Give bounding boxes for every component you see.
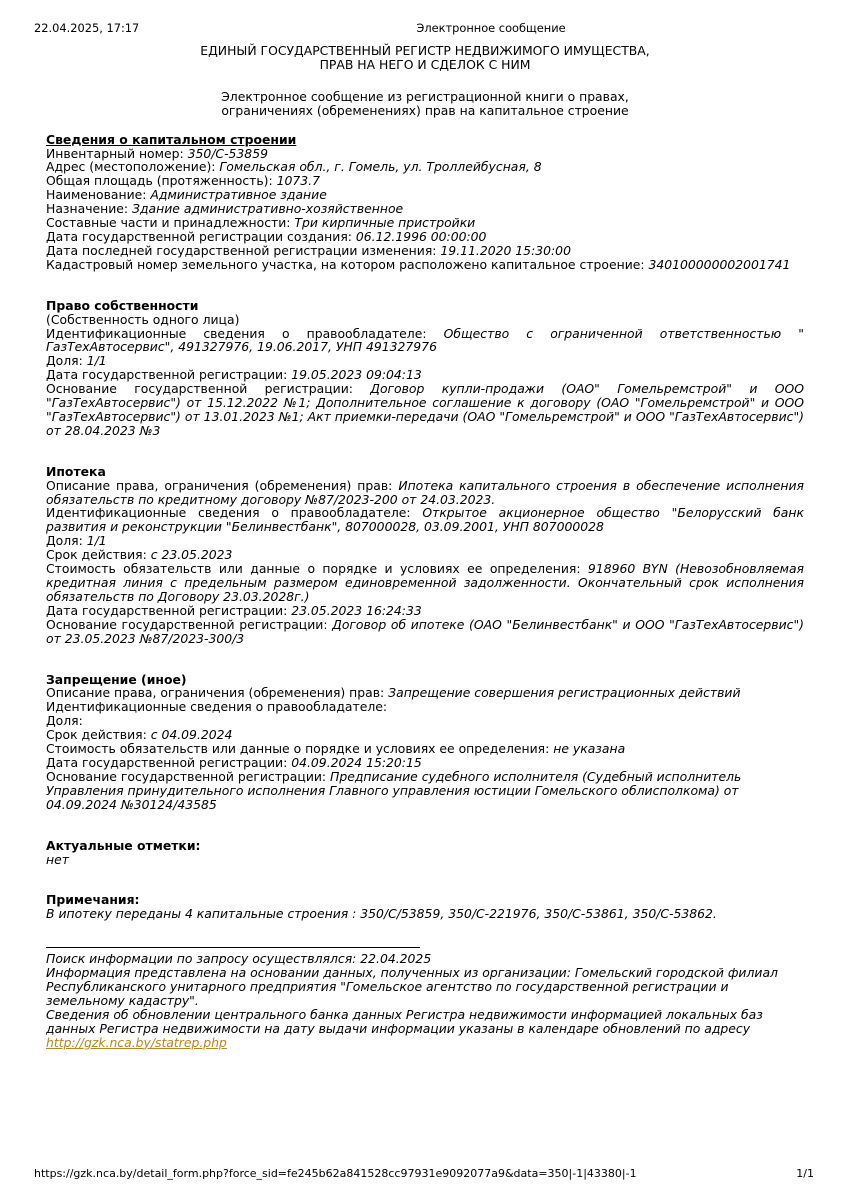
page-number: 1/1 (796, 1167, 814, 1180)
field-line (46, 618, 804, 646)
field-label: Дата государственной регистрации создания: (46, 228, 356, 244)
update-info: Сведения об обновлении центрального банка данных Регистра недвижимости информацией локальных баз данных Регистра недвижимости на дату выдачи информации указаны в календаре обновлений по адресу (46, 1006, 763, 1036)
field-label: Стоимость обязательств или данные о порядке и условиях ее определения: (46, 561, 588, 577)
field-value: Административное здание (150, 187, 327, 203)
field-line (46, 368, 804, 382)
footer-info (46, 952, 804, 1049)
field-label: Дата государственной регистрации: (46, 367, 292, 383)
field-line (46, 216, 804, 230)
footer-divider (46, 947, 420, 948)
section-title: Примечания: (46, 892, 140, 908)
section-title: Право собственности (46, 297, 199, 313)
field-label: Инвентарный номер: (46, 145, 188, 161)
field-value: с 04.09.2024 (150, 727, 233, 743)
field-line (46, 160, 804, 174)
field-label: Кадастровый номер земельного участка, на котором расположено капитальное строение: (46, 256, 649, 272)
field-line (46, 604, 804, 618)
field-value: Запрещение совершения регистрационных действий (388, 685, 741, 701)
field-value: Три кирпичные пристройки (294, 215, 476, 231)
prohibition-fields (46, 686, 804, 811)
field-line (46, 686, 804, 700)
field-label: Основание государственной регистрации: (46, 616, 333, 632)
field-line (46, 354, 804, 368)
search-date: Поиск информации по запросу осуществлялся: 22.04.2025 (46, 951, 432, 967)
field-label: Доля: (46, 353, 87, 369)
source-info: Информация представлена на основании данных, полученных из организации: Гомельский городской филиал Республиканского унитарного предприятия "Гомельское агентство по государственной регистрации и земельному кадастру". (46, 965, 778, 1008)
field-label: Составные части и принадлежности: (46, 215, 295, 231)
field-value: 19.11.2020 15:30:00 (440, 242, 571, 258)
field-line (46, 534, 804, 548)
field-value: 19.05.2023 09:04:13 (291, 367, 422, 383)
field-line (46, 382, 804, 438)
field-label: Адрес (местоположение): (46, 159, 220, 175)
field-label: Срок действия: (46, 727, 151, 743)
print-url: https://gzk.nca.by/detail_form.php?force_sid=fe245b62a841528cc97931e9092077a9&data=350|-1|43380|-1 (34, 1167, 637, 1180)
field-line (46, 244, 804, 258)
marks-value: нет (46, 851, 69, 867)
field-label: Идентификационные сведения о правообладателе: (46, 505, 423, 521)
field-value: 918960 BYN (Невозобновляемая кредитная линия с предельным размером единовременной задолженности. Окончательный срок исполнения обязательств по Договору 23.03.2028г.) (46, 561, 804, 604)
field-line (46, 258, 804, 272)
document-body (46, 44, 804, 1050)
field-line (46, 202, 804, 216)
section-prohibition (46, 673, 804, 812)
field-value: Договор об ипотеке (ОАО "Белинвестбанк" и ООО "ГазТехАвтосервис") от 23.05.2023 №87/2023-300/3 (46, 616, 804, 646)
field-line (46, 770, 804, 812)
field-label: Идентификационные сведения о правообладателе: (46, 325, 444, 341)
field-line (46, 230, 804, 244)
field-line (46, 327, 804, 355)
field-value: 340100000002001741 (648, 256, 791, 272)
field-value: Общество с ограниченной ответственностью " ГазТехАвтосервис", 491327976, 19.06.2017, УНП 491327976 (46, 325, 805, 355)
field-line (46, 188, 804, 202)
section-mortgage (46, 465, 804, 646)
field-label: Основание государственной регистрации: (46, 768, 331, 784)
field-line (46, 742, 804, 756)
field-value: Предписание судебного исполнителя (Судебный исполнитель Управления принудительного исполнения Главного управления юстиции Гомельского облисполкома) от 04.09.2024 №30124/43585 (46, 768, 742, 812)
field-line (46, 147, 804, 161)
mortgage-fields (46, 479, 804, 646)
statrep-link[interactable]: http://gzk.nca.by/statrep.php (46, 1034, 227, 1050)
section-title: Актуальные отметки: (46, 837, 201, 853)
field-line (46, 174, 804, 188)
field-line (46, 700, 804, 714)
field-label: Дата государственной регистрации: (46, 602, 292, 618)
field-label: Доля: (46, 713, 83, 729)
field-value: Договор купли-продажи (ОАО" Гомельремстрой" и ООО "ГазТехАвтосервис") от 15.12.2022 №1; Дополнительное соглашение к договору (ОАО "Гомельремстрой" и ООО "ГазТехАвтосервис") от 13.01.2023 №1; Акт приемки-передачи (ОАО "Гомельремстрой" и ООО "ГазТехАвтосервис") от 28.04.2023 №3 (46, 381, 804, 438)
document-title: ЕДИНЫЙ ГОСУДАРСТВЕННЫЙ РЕГИСТР НЕДВИЖИМОГО ИМУЩЕСТВА, ПРАВ НА НЕГО И СДЕЛОК С НИМ (200, 43, 650, 72)
field-label: Доля: (46, 533, 87, 549)
field-label: Дата государственной регистрации: (46, 754, 292, 770)
field-line (46, 562, 804, 604)
field-line (46, 548, 804, 562)
field-label: Дата последней государственной регистрации изменения: (46, 242, 441, 258)
section-title: Ипотека (46, 463, 106, 479)
section-title: Сведения о капитальном строении (46, 131, 297, 147)
field-line (46, 506, 804, 534)
field-value: 06.12.1996 00:00:00 (355, 228, 487, 244)
field-value: Здание административно-хозяйственное (132, 201, 404, 217)
field-label: Описание права, ограничения (обременения) прав: (46, 685, 389, 701)
field-value: 04.09.2024 15:20:15 (291, 754, 422, 770)
field-value: 23.05.2023 16:24:33 (291, 602, 422, 618)
ownership-fields (46, 327, 804, 438)
field-label: Срок действия: (46, 547, 151, 563)
field-value: 1/1 (86, 533, 107, 549)
field-label: Идентификационные сведения о правообладателе: (46, 699, 388, 715)
field-value: 350/С-53859 (187, 145, 268, 161)
field-value: 1/1 (86, 353, 107, 369)
section-notes (46, 893, 804, 921)
field-line (46, 756, 804, 770)
section-ownership (46, 299, 804, 438)
field-label: Описание права, ограничения (обременения) прав: (46, 477, 399, 493)
print-page-title: Электронное сообщение (416, 21, 566, 35)
field-label: Общая площадь (протяженность): (46, 173, 277, 189)
notes-value: В ипотеку переданы 4 капитальные строения : 350/С/53859, 350/С-221976, 350/С-53861, 350/С-53862. (46, 906, 717, 922)
field-line (46, 728, 804, 742)
field-value: Открытое акционерное общество "Белорусский банк развития и реконструкции "Белинвестбанк", 807000028, 03.09.2001, УНП 807000028 (46, 505, 804, 535)
field-value: не указана (553, 741, 626, 757)
document-subtitle: Электронное сообщение из регистрационной книги о правах, ограничениях (обременениях) прав на капитальное строение (221, 88, 629, 118)
field-value: Ипотека капитального строения в обеспечение исполнения обязательств по кредитному договору №87/2023-200 от 24.03.2023. (46, 477, 804, 507)
field-label: Стоимость обязательств или данные о порядке и условиях ее определения: (46, 741, 554, 757)
field-label: Наименование: (46, 187, 151, 203)
field-value: с 23.05.2023 (150, 547, 233, 563)
building-fields (46, 147, 804, 272)
section-building (46, 133, 804, 272)
field-value: 1073.7 (276, 173, 320, 189)
field-value: Гомельская обл., г. Гомель, ул. Троллейбусная, 8 (219, 159, 542, 175)
field-label: Назначение: (46, 201, 133, 217)
section-title: Запрещение (иное) (46, 671, 187, 687)
field-label: Основание государственной регистрации: (46, 381, 371, 397)
print-datetime: 22.04.2025, 17:17 (34, 21, 140, 35)
section-marks (46, 839, 804, 867)
ownership-note: (Собственность одного лица) (46, 311, 240, 327)
field-line (46, 479, 804, 507)
field-line (46, 714, 804, 728)
